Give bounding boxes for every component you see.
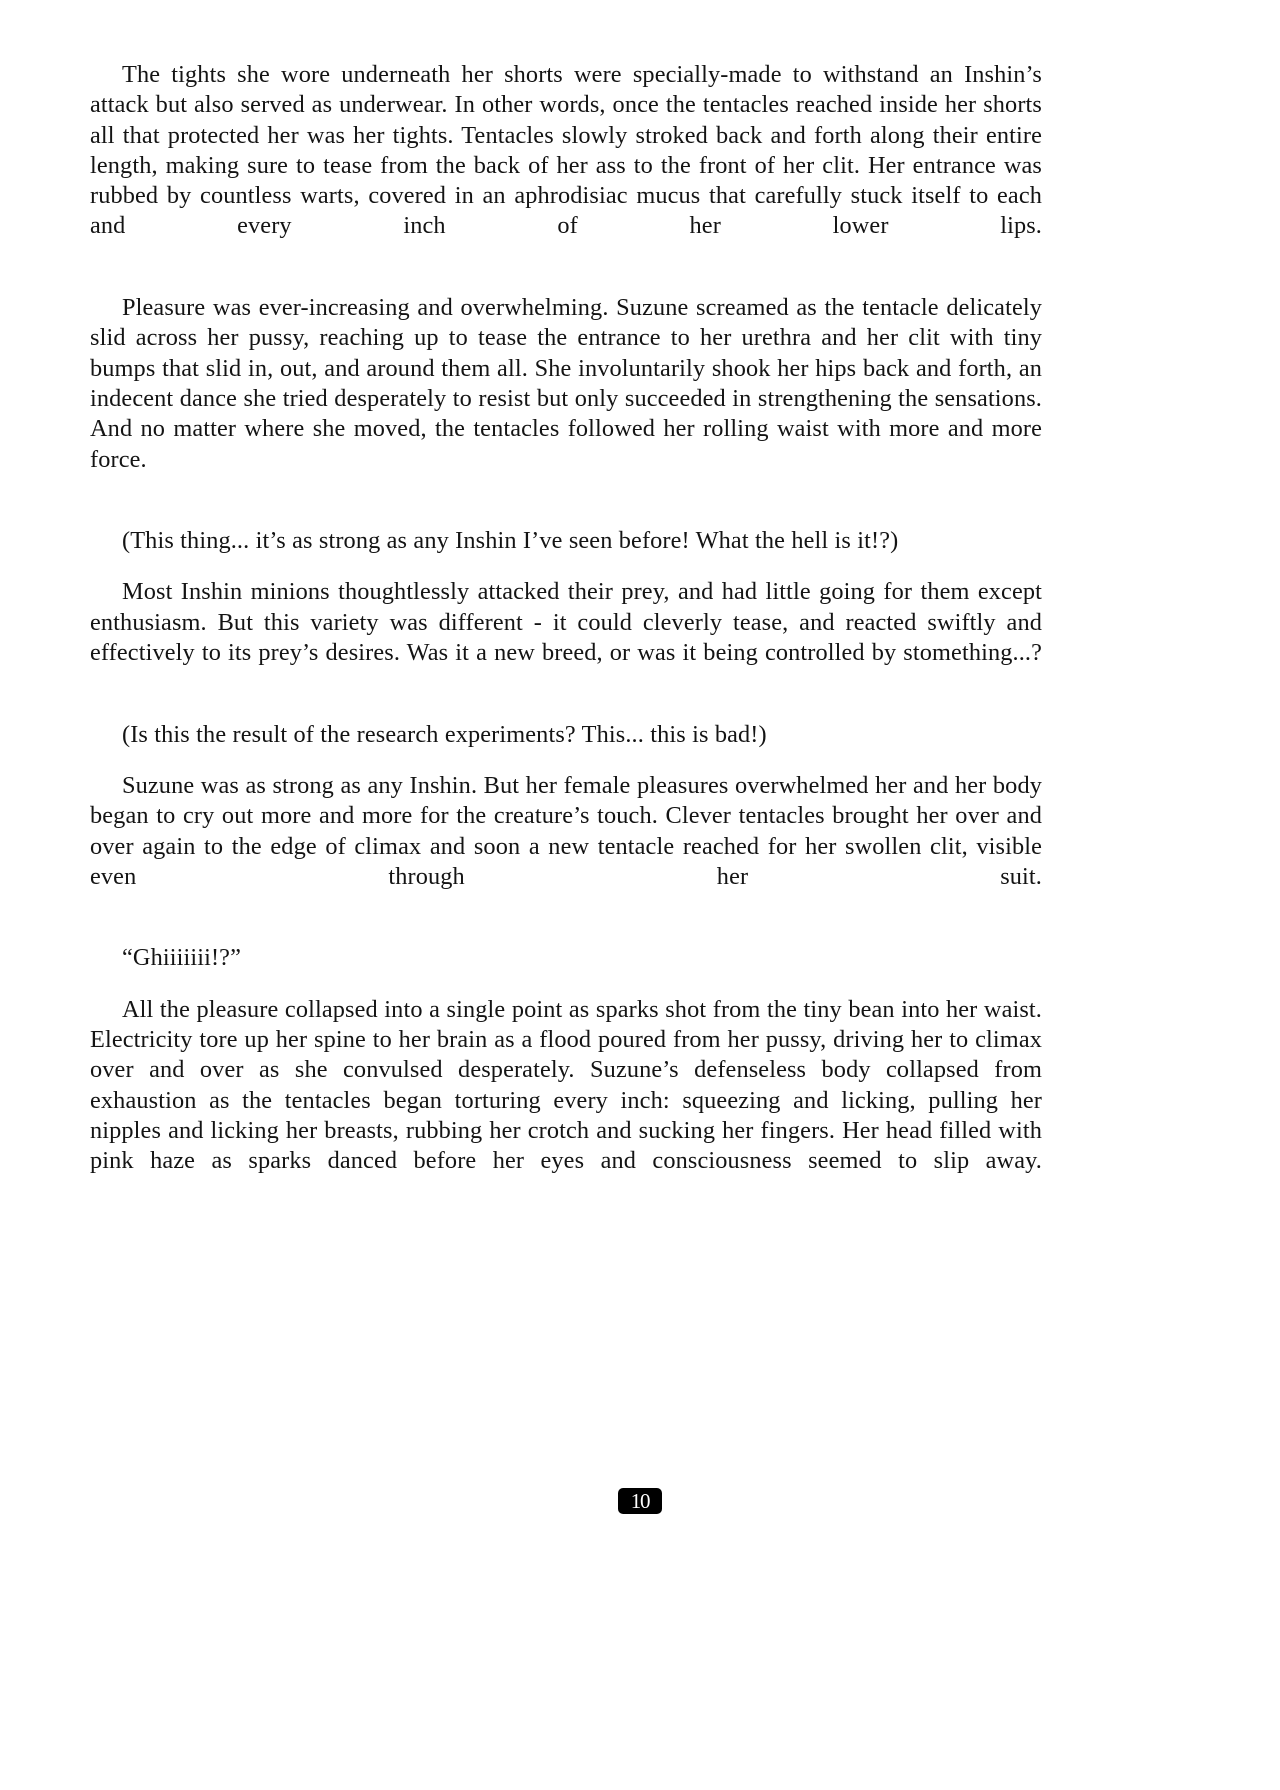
paragraph-6: Suzune was as strong as any Inshin. But her female pleasures overwhelmed her and her body began to cry out more and more for the creature’s touch. Clever tentacles brought her over and over again to the edge of climax and soon a new tentacle reached for her swollen clit, visible even through her suit.: [90, 771, 1042, 890]
paragraph-4: Most Inshin minions thoughtlessly attacked their prey, and had little going for them except enthusiasm. But this variety was different - it could cleverly tease, and reacted swiftly and effectively to its prey’s desires. Was it a new breed, or was it being controlled by stomething...?: [90, 578, 1042, 667]
page-number-badge: 10: [618, 1488, 662, 1514]
paragraph-1: The tights she wore underneath her shorts were specially-made to withstand an Inshin’s attack but also served as underwear. In other words, once the tentacles reached inside her shorts all that protected her was her tights. Tentacles slowly stroked back and forth along their entire length, making sure to tease from the back of her ass to the front of her clit. Her entrance was rubbed by countless warts, covered in an aphrodisiac mucus that carefully stuck itself to each and every inch of her lower lips.: [90, 61, 1042, 240]
paragraph-8: All the pleasure collapsed into a single point as sparks shot from the tiny bean into her waist. Electricity tore up her spine to her brain as a flood poured from her pussy, driving her to climax over and over as she convulsed desperately. Suzune’s defenseless body collapsed from exhaustion as the tentacles began torturing every inch: squeezing and licking, pulling her nipples and licking her breasts, rubbing her crotch and sucking her fingers. Her head filled with pink haze as sparks danced before her eyes and consciousness seemed to slip away.: [90, 995, 1042, 1175]
page-number-container: [0, 1488, 1280, 1514]
body-text-column: [90, 60, 1042, 1228]
paragraph-2: Pleasure was ever-increasing and overwhelming. Suzune screamed as the tentacle delicately slid across her pussy, reaching up to tease the entrance to her urethra and her clit with tiny bumps that slid in, out, and around them all. She involuntarily shook her hips back and forth, an indecent dance she tried desperately to resist but only succeeded in strengthening the sensations. And no matter where she moved, the tentacles followed her rolling waist with more and more force.: [90, 294, 1042, 473]
paragraph-7-dialogue: “Ghiiiiiii!?”: [122, 944, 241, 972]
paragraph-5-thought: (Is this the result of the research experiments? This... this is bad!): [122, 720, 767, 748]
paragraph-3-thought: (This thing... it’s as strong as any Inshin I’ve seen before! What the hell is it!?): [122, 527, 899, 555]
